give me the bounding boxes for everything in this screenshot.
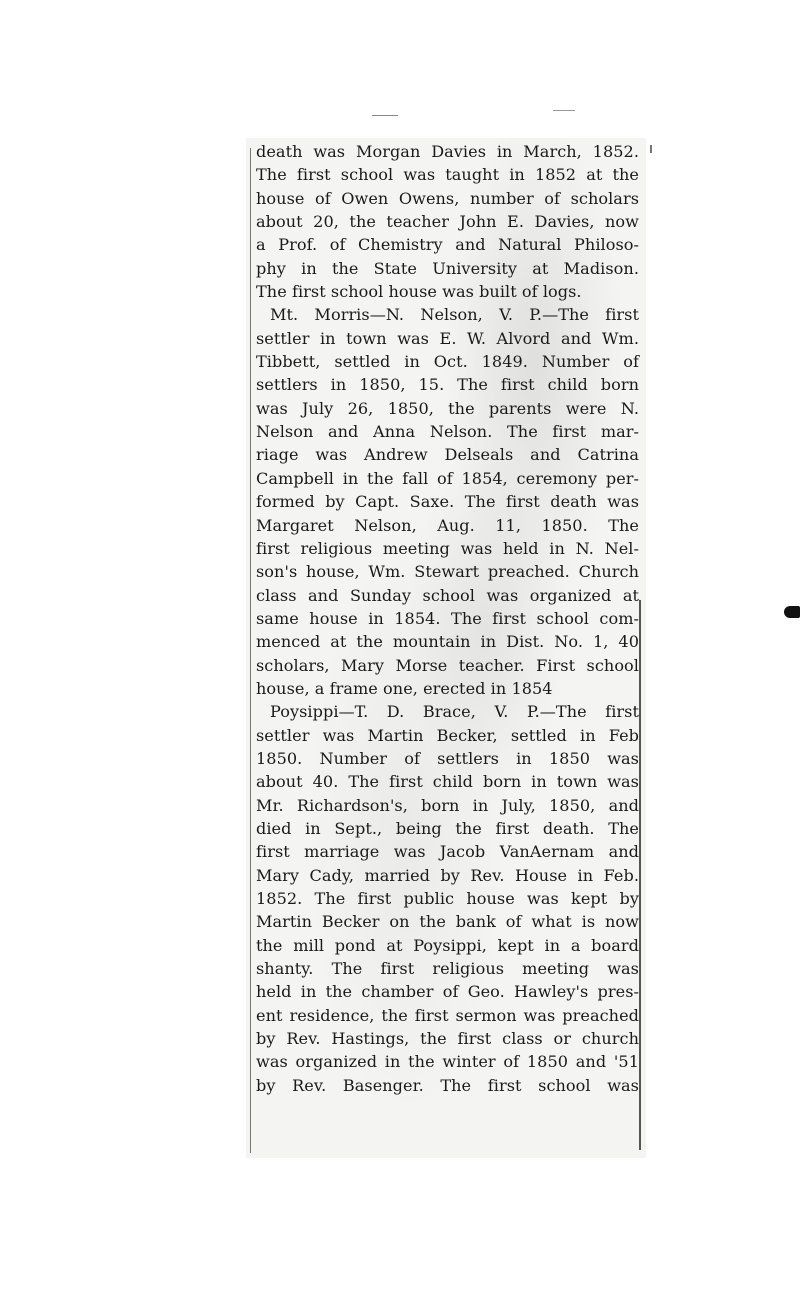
text-line: first religious meeting was held in N. Nel- [256,538,639,558]
text-line: by Rev. Basenger. The first school was [256,1075,639,1095]
text-line: settler in town was E. W. Alvord and Wm. [256,328,639,348]
text-line: The first school house was built of logs. [256,282,582,302]
text-line: was July 26, 1850, the parents were N. [256,398,639,418]
text-line: settler was Martin Becker, settled in Feb [256,725,639,745]
print-speck [553,110,575,111]
text-line: by Rev. Hastings, the first class or church [256,1029,639,1049]
text-line: formed by Capt. Saxe. The first death was [256,492,639,512]
text-line: riage was Andrew Delseals and Catrina [256,445,639,465]
text-line: Martin Becker on the bank of what is now [256,912,639,932]
text-line: scholars, Mary Morse teacher. First school [256,655,639,675]
paragraph-poysippi [256,700,639,1097]
text-line: Poysippi—T. D. Brace, V. P.—The first [270,702,639,722]
text-line: the mill pond at Poysippi, kept in a board [256,935,639,955]
scan-edge-mark [784,606,800,618]
text-line: settlers in 1850, 15. The first child born [256,375,639,395]
text-line: shanty. The first religious meeting was [256,959,639,979]
print-speck [650,145,652,153]
text-line: ent residence, the first sermon was preached [256,1005,639,1025]
text-line: same house in 1854. The first school com- [256,608,639,628]
paragraph-mt-morris [256,303,639,700]
text-line: 1850. Number of settlers in 1850 was [256,748,639,768]
text-line: about 40. The first child born in town was [256,772,639,792]
text-line: held in the chamber of Geo. Hawley's pres- [256,982,639,1002]
text-line: Campbell in the fall of 1854, ceremony per- [256,468,639,488]
text-line: house, a frame one, erected in 1854 [256,678,553,698]
text-line: about 20, the teacher John E. Davies, now [256,212,639,232]
text-line: menced at the mountain in Dist. No. 1, 40 [256,632,639,652]
text-line: death was Morgan Davies in March, 1852. [256,142,639,161]
column-rule-right [639,600,641,1150]
text-line: son's house, Wm. Stewart preached. Church [256,562,639,582]
print-speck [372,115,398,116]
paragraph-continuation [256,140,639,303]
text-line: died in Sept., being the first death. The [256,818,639,838]
article-text-column [256,140,639,1097]
text-line: house of Owen Owens, number of scholars [256,188,639,208]
text-line: first marriage was Jacob VanAernam and [256,842,639,862]
text-line: Tibbett, settled in Oct. 1849. Number of [256,352,639,372]
text-line: phy in the State University at Madison. [256,258,639,278]
text-line: The first school was taught in 1852 at the [256,165,639,185]
text-line: class and Sunday school was organized at [256,585,639,605]
column-rule-left [250,148,251,1153]
text-line: 1852. The first public house was kept by [256,889,639,908]
text-line: was organized in the winter of 1850 and '51 [256,1052,639,1072]
text-line: Nelson and Anna Nelson. The first mar- [256,422,639,442]
text-line: Mt. Morris—N. Nelson, V. P.—The first [270,305,639,325]
text-line: a Prof. of Chemistry and Natural Philoso- [256,235,639,255]
text-line: Margaret Nelson, Aug. 11, 1850. The [256,515,639,535]
text-line: Mr. Richardson's, born in July, 1850, and [256,795,639,815]
text-line: Mary Cady, married by Rev. House in Feb. [256,865,639,885]
